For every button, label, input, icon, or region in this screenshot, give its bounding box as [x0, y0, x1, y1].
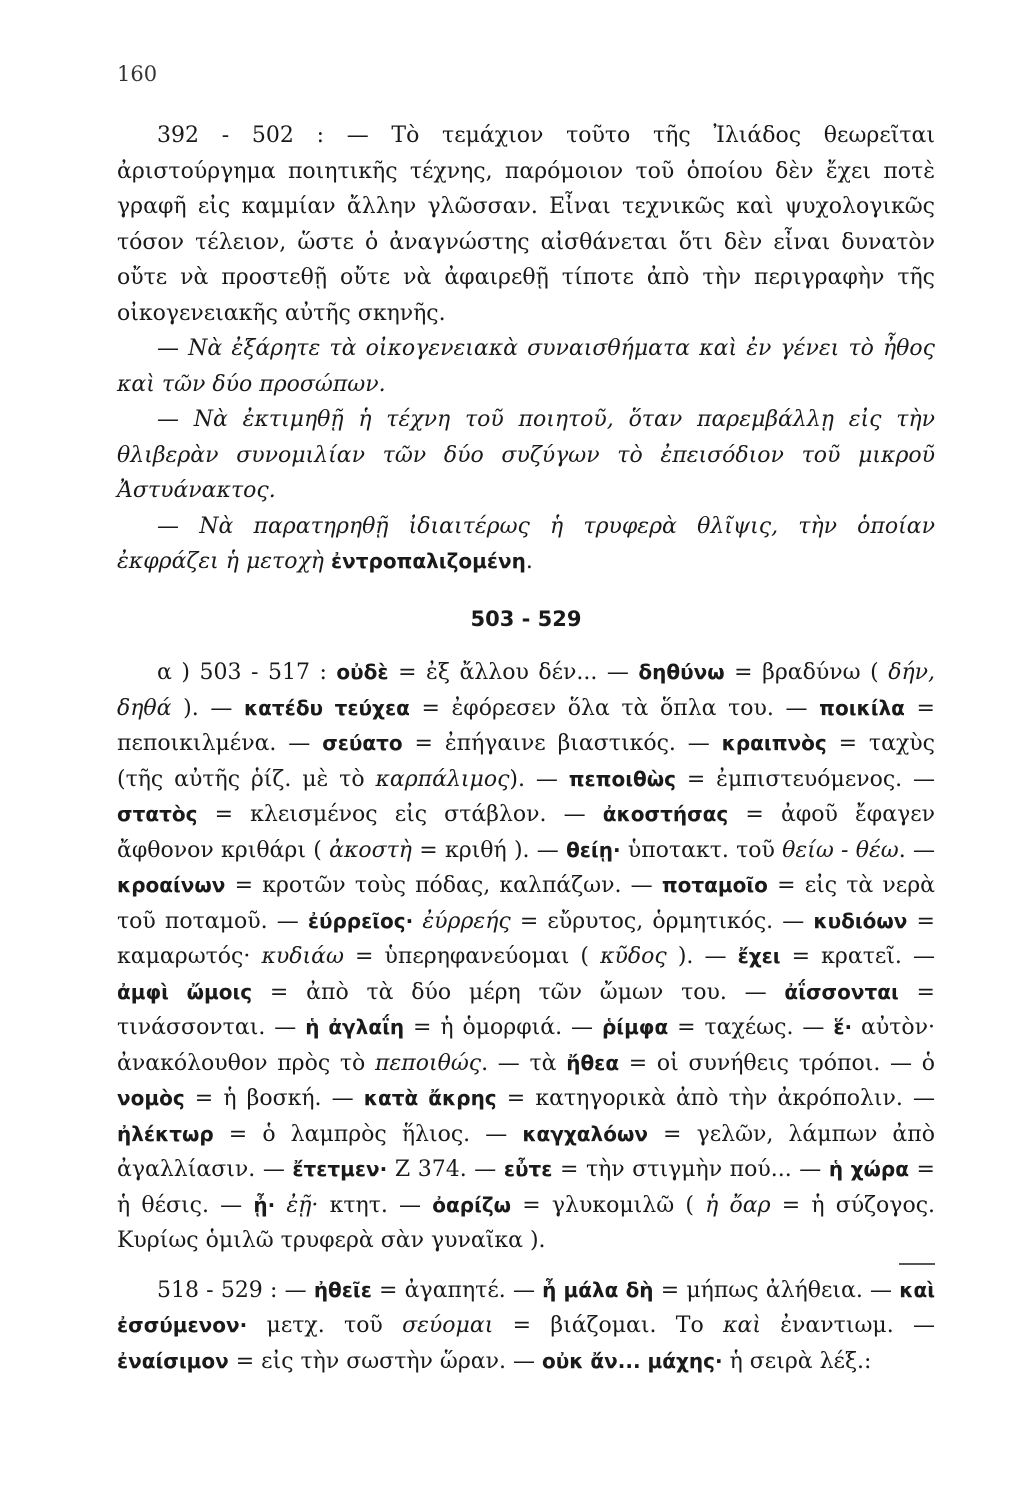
- glossary-italic: κυδιάω: [261, 944, 344, 969]
- glossary-italic: ἡ ὄαρ: [705, 1192, 771, 1218]
- glossary-text: 518 - 529 : —: [157, 1277, 314, 1303]
- glossary-italic: ἐῇ·: [286, 1192, 319, 1218]
- glossary-text: = ταχέως. —: [668, 1015, 834, 1040]
- glossary-text: = κρατεῖ. —: [780, 944, 936, 969]
- glossary-term: κροαίνων: [117, 873, 226, 897]
- glossary-term: κατὰ ἄκρης: [363, 1086, 497, 1110]
- task-3-bold-word: ἐντροπαλιζομένη: [330, 549, 526, 573]
- glossary-term: ἡ ἀγλαΐη: [305, 1015, 405, 1039]
- glossary-text: = ἐφόρεσεν ὅλα τὰ ὅπλα του. —: [409, 695, 820, 721]
- glossary-term: καὶ ἐσσύμενον·: [117, 1277, 936, 1337]
- task-2: — Νὰ ἐκτιμηθῇ ἡ τέχνη τοῦ ποιητοῦ, ὅταν παρεμβάλλῃ εἰς τὴν θλιβερὰν συνομιλίαν τῶν δύο συζύγων τὸ ἐπεισόδιον τοῦ μικροῦ Ἀστυάνακτος.: [117, 407, 935, 503]
- glossary-text: = κλεισμένος εἰς στάβλον. —: [197, 802, 603, 827]
- glossary-text: [275, 1193, 286, 1218]
- page-number: 160: [117, 62, 158, 86]
- glossary-text: = ἐμπιστευόμενος. —: [676, 766, 936, 792]
- glossary-text: = βραδύνω (: [724, 660, 889, 685]
- glossary-term: ἤθεα: [566, 1050, 620, 1075]
- glossary-text: ὑποτακτ. τοῦ: [620, 837, 783, 863]
- glossary-text: = ἀπὸ τὰ δύο μέρη τῶν ὤμων του. —: [252, 979, 785, 1005]
- glossary-text: = μήπως ἀλήθεια. —: [653, 1277, 900, 1303]
- glossary-text: = τὴν στιγμὴν πού... —: [552, 1157, 829, 1182]
- page-body: [117, 118, 935, 1379]
- glossary-italic: ἐύρρεής: [422, 908, 511, 934]
- glossary-text: . — τὰ: [481, 1050, 567, 1076]
- glossary-text: ). —: [509, 766, 569, 792]
- glossary-text: ἐναντιωμ. —: [760, 1313, 935, 1338]
- glossary-term: ἔτετμεν·: [292, 1157, 388, 1181]
- glossary-text: = ἐξ ἄλλου δέν... —: [388, 660, 639, 685]
- glossary-term: πεποιθὼς: [568, 766, 676, 791]
- intro-paragraph: 392 - 502 : — Τὸ τεμάχιον τοῦτο τῆς Ἰλιάδος θεωρεῖται ἀριστούργημα ποιητικῆς τέχνης, παρόμοιον τοῦ ὁποίου δὲν ἔχει ποτὲ γραφῆ εἰς καμμίαν ἄλλην γλῶσσαν. Εἶναι τεχνικῶς καὶ ψυχολογικῶς τόσον τέλειον, ὥστε ὁ ἀναγνώστης αἰσθάνεται ὅτι δὲν εἶναι δυνατὸν οὔτε νὰ προστεθῇ οὔτε νὰ ἀφαιρεθῇ τίποτε ἀπὸ τὴν περιγραφὴν τῆς οἰκογενειακῆς αὐτῆς σκηνῆς.: [117, 123, 935, 326]
- glossary-term: ἐναίσιμον: [117, 1348, 229, 1373]
- glossary-text: = πεποικιλμένα. —: [117, 695, 935, 756]
- glossary-italic: ἀκοστὴ: [329, 837, 412, 863]
- glossary-term: σεύατο: [322, 731, 403, 755]
- glossary-term: ἀμφὶ ὤμοις: [117, 979, 253, 1004]
- glossary-term: ἕ·: [833, 1015, 853, 1039]
- glossary-term: οὐδὲ: [336, 660, 389, 684]
- section-heading: 503 - 529: [470, 606, 582, 631]
- separator-rule: [899, 1263, 935, 1265]
- glossary-text: μετχ. τοῦ: [247, 1313, 403, 1338]
- glossary-text: = ἡ βοσκή. —: [184, 1086, 364, 1111]
- glossary-term: δηθύνω: [638, 660, 725, 684]
- glossary-term: καγχαλόων: [522, 1121, 648, 1146]
- glossary-italic: δήν, δηθά: [117, 660, 935, 721]
- glossary-text: = ἀφοῦ ἔφαγεν ἄφθονον κριθάρι (: [117, 802, 935, 863]
- glossary-term: ᾖ·: [253, 1192, 276, 1217]
- glossary-italic: καὶ: [723, 1313, 761, 1338]
- glossary-text: = κροτῶν τοὺς πόδας, καλπάζων. —: [225, 873, 662, 898]
- glossary-text: = οἱ συνήθεις τρόποι. — ὁ: [619, 1050, 935, 1076]
- glossary-text: = ἡ θέσις. —: [117, 1157, 935, 1218]
- glossary-text: = ὑπερηφανεύομαι (: [343, 944, 601, 969]
- glossary-term: ἐύρρεῖος·: [307, 908, 414, 933]
- glossary-term: ὀαρίζω: [432, 1192, 512, 1217]
- glossary-paragraph-a: [117, 655, 935, 1259]
- glossary-term: οὐκ ἄν... μάχης·: [542, 1348, 723, 1373]
- glossary-text: = γελῶν, λάμπων ἀπὸ ἀγαλλίασιν. —: [117, 1121, 935, 1182]
- glossary-italic: θείω - θέω: [782, 837, 899, 863]
- glossary-term: ἠλέκτωρ: [117, 1121, 214, 1146]
- glossary-text: = ἡ σύζογος. Κυρίως ὁμιλῶ τρυφερὰ σὰν γυναῖκα ).: [117, 1192, 936, 1253]
- task-1: — Νὰ ἐξάρητε τὰ οἰκογενειακὰ συναισθήματα καὶ ἐν γένει τὸ ἦθος καὶ τῶν δύο προσώπων.: [117, 336, 935, 397]
- glossary-text: = ὁ λαμπρὸς ἥλιος. —: [213, 1121, 523, 1147]
- glossary-term: ῥίμφα: [601, 1015, 669, 1039]
- glossary-text: = εἰς τὰ νερὰ τοῦ ποταμοῦ. —: [117, 873, 935, 934]
- glossary-text: Ζ 374. —: [387, 1157, 504, 1182]
- glossary-text: αὐτὸν· ἀνακόλουθον πρὸς τὸ: [117, 1015, 935, 1076]
- glossary-italic: πεποιθώς: [374, 1050, 482, 1076]
- glossary-term: ἀΐσσονται: [784, 979, 899, 1004]
- glossary-text: α ) 503 - 517 :: [157, 660, 337, 685]
- glossary-term: νομὸς: [117, 1086, 185, 1110]
- glossary-text: ἡ σειρὰ λέξ.:: [722, 1348, 872, 1374]
- glossary-text: κτητ. —: [318, 1192, 433, 1218]
- glossary-term: ἔχει: [737, 944, 781, 968]
- glossary-text: ). —: [171, 695, 244, 721]
- glossary-term: ποικίλα: [819, 695, 905, 720]
- task-3-end: .: [525, 549, 533, 574]
- glossary-text: ). —: [666, 944, 738, 969]
- glossary-term: ἡ χώρα: [828, 1157, 909, 1181]
- glossary-text: = κριθή ). —: [412, 837, 567, 863]
- task-3-text: — Νὰ παρατηρηθῇ ἰδιαιτέρως ἡ τρυφερὰ θλῖψις, τὴν ὁποίαν ἐκφράζει ἡ μετοχὴ: [117, 513, 935, 574]
- glossary-italic: κῦδος: [600, 944, 667, 969]
- glossary-text: = κατηγορικὰ ἀπὸ τὴν ἀκρόπολιν. —: [496, 1086, 935, 1111]
- glossary-term: κατέδυ τεύχεα: [243, 695, 410, 720]
- glossary-term: κραιπνὸς: [721, 731, 827, 755]
- glossary-term: κυδιόων: [813, 908, 908, 933]
- glossary-text: = εὔρυτος, ὁρμητικός. —: [510, 908, 814, 934]
- glossary-text: = γλυκομιλῶ (: [511, 1192, 706, 1218]
- glossary-text: = καμαρωτός·: [117, 908, 935, 969]
- glossary-text: = εἰς τὴν σωστὴν ὥραν. —: [228, 1348, 543, 1374]
- glossary-term: ἀκοστήσας: [602, 802, 729, 826]
- glossary-paragraph-b: [117, 1273, 935, 1380]
- glossary-text: = βιάζομαι. Το: [493, 1313, 724, 1338]
- glossary-text: [413, 909, 422, 934]
- glossary-text: . —: [898, 837, 935, 863]
- glossary-text: = ἡ ὁμορφιά. —: [404, 1015, 602, 1040]
- glossary-text: = ἐπήγαινε βιαστικός. —: [402, 731, 722, 756]
- glossary-text: = ἀγαπητέ. —: [371, 1277, 543, 1303]
- glossary-term: ποταμοῖο: [661, 873, 768, 897]
- glossary-term: ἠθεῖε: [313, 1277, 372, 1302]
- glossary-text: = τινάσσονται. —: [117, 979, 935, 1040]
- glossary-italic: καρπάλιμος: [375, 766, 510, 792]
- glossary-term: εὖτε: [503, 1157, 553, 1181]
- glossary-term: ἦ μάλα δὴ: [542, 1277, 654, 1302]
- glossary-term: στατὸς: [117, 802, 198, 826]
- glossary-italic: σεύομαι: [402, 1313, 494, 1338]
- glossary-text: = ταχὺς (τῆς αὐτῆς ῥίζ. μὲ τὸ: [117, 731, 935, 792]
- glossary-term: θείῃ·: [566, 837, 621, 862]
- task-3: [117, 509, 935, 580]
